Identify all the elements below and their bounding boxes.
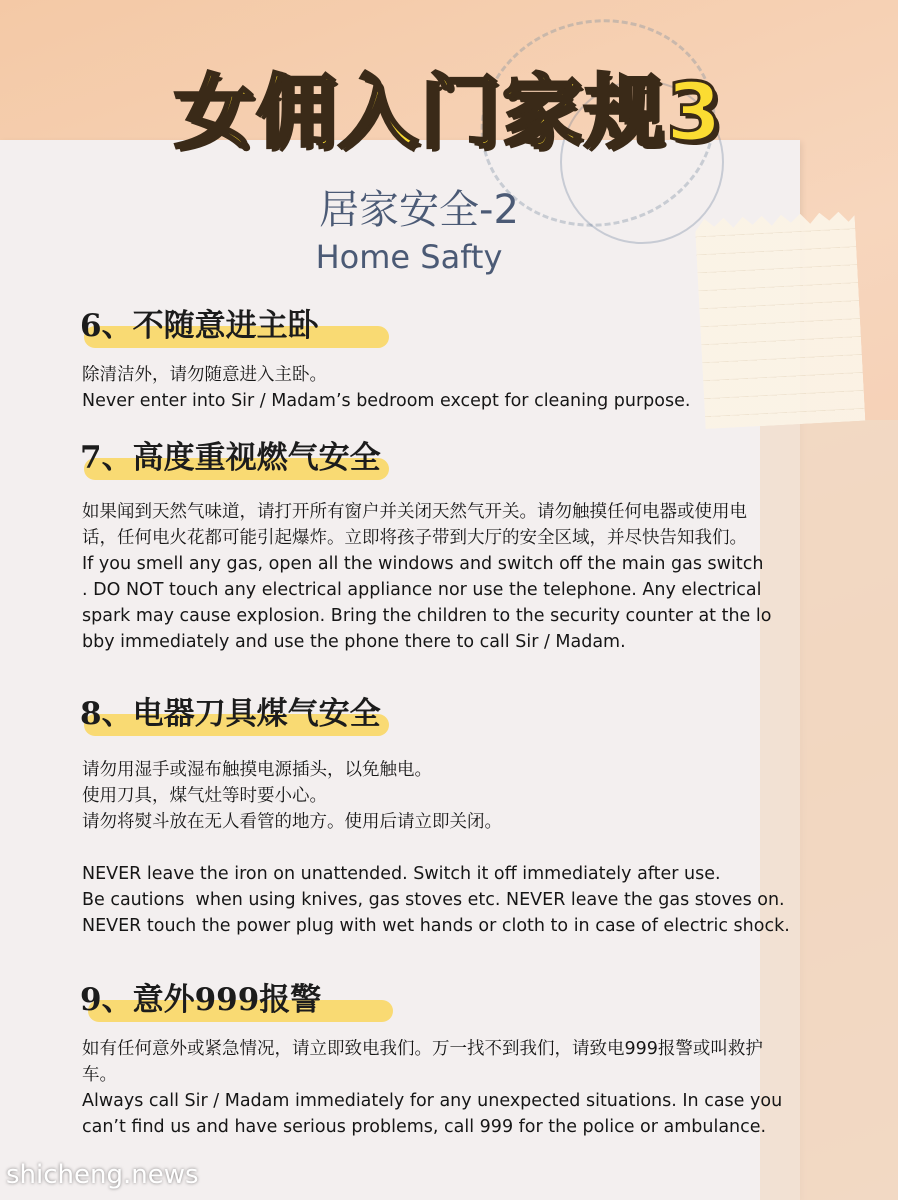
body-line: spark may cause explosion. Bring the children to the security counter at the lo [82, 606, 772, 626]
body-line: 车。 [82, 1065, 117, 1085]
section-body-6 [82, 362, 842, 414]
section-heading-6: 6、不随意进主卧 [80, 308, 319, 344]
body-line: 话，任何电火花都可能引起爆炸。立即将孩子带到大厅的安全区域，并尽快告知我们。 [82, 528, 747, 548]
body-line: 除清洁外，请勿随意进入主卧。 [82, 365, 327, 385]
body-line: Be cautions when using knives, gas stoves etc. NEVER leave the gas stoves on. [82, 890, 785, 910]
body-line: Always call Sir / Madam immediately for any unexpected situations. In case you [82, 1091, 783, 1111]
section-heading-8: 8、电器刀具煤气安全 [80, 696, 381, 732]
subtitle-chinese: 居家安全-2 [319, 187, 519, 233]
watermark: shicheng.news [6, 1160, 199, 1190]
paragraph-gap [82, 835, 842, 861]
body-line: bby immediately and use the phone there to call Sir / Madam. [82, 632, 626, 652]
body-line: 如果闻到天然气味道，请打开所有窗户并关闭天然气开关。请勿触摸任何电器或使用电 [82, 502, 747, 522]
section-body-7 [82, 499, 842, 655]
section-body-9 [82, 1036, 862, 1140]
body-line: 使用刀具，煤气灶等时要小心。 [82, 786, 327, 806]
section-heading-7: 7、高度重视燃气安全 [80, 440, 381, 476]
body-line: 请勿将熨斗放在无人看管的地方。使用后请立即关闭。 [82, 812, 502, 832]
body-line: Never enter into Sir / Madam’s bedroom except for cleaning purpose. [82, 391, 691, 411]
body-line: 如有任何意外或紧急情况，请立即致电我们。万一找不到我们，请致电999报警或叫救护 [82, 1039, 763, 1059]
body-line: . DO NOT touch any electrical appliance nor use the telephone. Any electrical [82, 580, 762, 600]
body-line: If you smell any gas, open all the windows and switch off the main gas switch [82, 554, 764, 574]
body-line: NEVER leave the iron on unattended. Switch it off immediately after use. [82, 864, 721, 884]
body-line: NEVER touch the power plug with wet hands or cloth to in case of electric shock. [82, 916, 790, 936]
section-heading-9: 9、意外999报警 [80, 982, 322, 1018]
subtitle-english: Home Safty [315, 238, 503, 276]
body-line: 请勿用湿手或湿布触摸电源插头，以免触电。 [82, 760, 432, 780]
section-body-8 [82, 757, 842, 939]
page-title: 女佣入门家规3 [174, 66, 724, 159]
body-line: can’t find us and have serious problems, call 999 for the police or ambulance. [82, 1117, 767, 1137]
